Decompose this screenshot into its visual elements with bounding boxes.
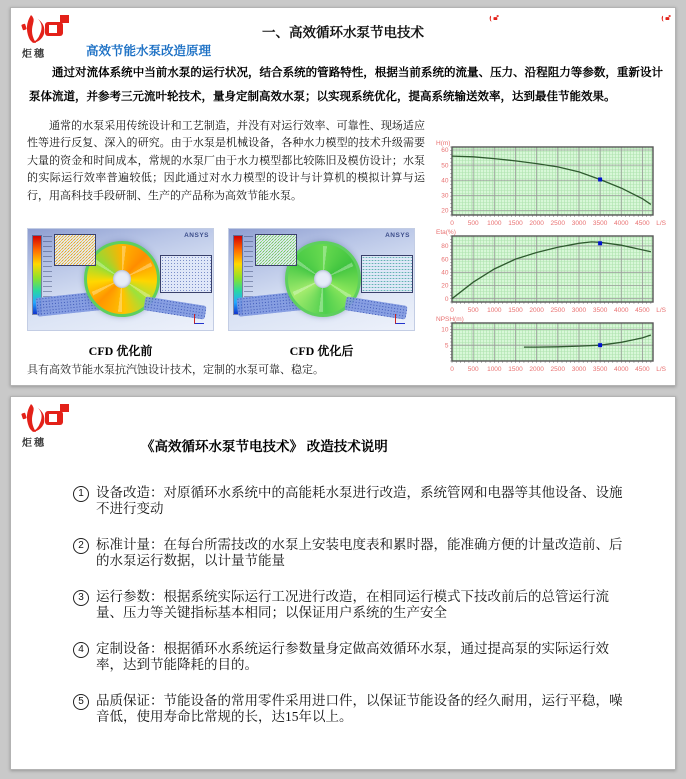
item-number: 4 [73, 642, 89, 658]
item-number: 5 [73, 694, 89, 710]
svg-text:1000: 1000 [487, 366, 502, 373]
item-number: 1 [73, 486, 89, 502]
svg-text:4000: 4000 [614, 307, 629, 314]
cfd-inset-zoom [255, 234, 297, 266]
slide1-title: 一、高效循环水泵节电技术 [262, 25, 424, 40]
cfd-axis-triad-icon [194, 314, 204, 324]
svg-text:1500: 1500 [508, 366, 523, 373]
item-text: 设备改造：对原循环水系统中的高能耗水泵进行改造，系统管网和电器等其他设备、设施不进行变动 [96, 485, 623, 517]
svg-text:5: 5 [444, 342, 449, 350]
cfd-inset-zoom [361, 255, 413, 293]
list-item [73, 485, 635, 518]
item-text: 标准计量：在每台所需技改的水泵上安装电度表和累时器，能准确方便的计量改造前、后的水泵运行数据，以计量节能量 [96, 536, 623, 569]
svg-text:1000: 1000 [487, 220, 502, 227]
cfd-images-row [27, 228, 415, 331]
flame-logo-icon [19, 402, 71, 436]
list-item [73, 641, 635, 674]
slide1-subtitle: 高效节能水泵改造原理 [86, 44, 212, 58]
svg-text:2000: 2000 [529, 366, 544, 373]
svg-text:3000: 3000 [571, 220, 587, 227]
svg-text:4500: 4500 [635, 220, 650, 227]
svg-text:40: 40 [441, 177, 449, 185]
list-item [73, 589, 635, 622]
item-text: 定制设备：根据循环水系统运行参数量身定做高效循环水泵，通过提高泵的实际运行效率，达到节能降耗的目的。 [96, 640, 609, 673]
item-number: 2 [73, 538, 89, 554]
notes-list [73, 485, 635, 745]
svg-text:0: 0 [450, 366, 454, 373]
svg-text:2500: 2500 [550, 220, 566, 227]
svg-text:2500: 2500 [550, 366, 566, 373]
svg-text:0: 0 [450, 220, 454, 227]
list-item [73, 537, 635, 570]
svg-text:60: 60 [441, 147, 449, 155]
svg-text:Eta(%): Eta(%) [436, 229, 456, 236]
svg-text:500: 500 [467, 366, 479, 373]
svg-text:2000: 2000 [529, 220, 544, 227]
svg-text:0: 0 [444, 295, 449, 303]
pump-curves-panel [435, 139, 667, 373]
svg-text:NPSH(m): NPSH(m) [436, 316, 464, 323]
svg-text:60: 60 [441, 256, 449, 264]
slide-retrofit-notes [10, 396, 676, 770]
cfd-after-caption: CFD 优化后 [289, 344, 354, 358]
svg-text:0: 0 [450, 307, 454, 314]
svg-text:L/S: L/S [656, 307, 666, 314]
company-logo [19, 402, 77, 449]
list-item [73, 693, 635, 726]
cfd-image-after [228, 228, 415, 331]
slide2-title: 《高效循环水泵节电技术》 改造技术说明 [141, 439, 388, 454]
svg-text:3000: 3000 [571, 366, 587, 373]
svg-text:1500: 1500 [508, 220, 523, 227]
cfd-image-before [27, 228, 214, 331]
svg-text:L/S: L/S [656, 220, 666, 227]
cfd-captions [27, 342, 415, 359]
svg-text:30: 30 [441, 192, 449, 200]
npsh-curve-chart [435, 315, 667, 373]
svg-text:50: 50 [441, 162, 449, 170]
svg-text:3500: 3500 [592, 307, 608, 314]
svg-text:2500: 2500 [550, 307, 566, 314]
efficiency-curve-chart [435, 228, 667, 314]
svg-text:500: 500 [467, 307, 479, 314]
ansys-watermark: ANSYS [385, 232, 410, 239]
svg-text:20: 20 [441, 207, 449, 215]
item-text: 品质保证：节能设备的常用零件采用进口件，以保证节能设备的经久耐用，运行平稳，噪音低，使用寿命比常规的长，达15年以上。 [96, 692, 623, 725]
svg-text:4500: 4500 [635, 366, 650, 373]
svg-text:4000: 4000 [614, 366, 629, 373]
svg-text:1000: 1000 [487, 307, 502, 314]
cfd-inset-zoom [160, 255, 212, 293]
svg-text:1500: 1500 [508, 307, 523, 314]
slide-pump-principle [10, 7, 676, 386]
cfd-axis-triad-icon [395, 314, 405, 324]
cfd-inset-zoom [54, 234, 96, 266]
logo-text: 炬穗 [22, 49, 46, 60]
svg-text:3500: 3500 [592, 220, 608, 227]
cfd-before-caption: CFD 优化前 [88, 344, 153, 358]
body-paragraph: 通常的水泵采用传统设计和工艺制造，并没有对运行效率、可靠性、现场适应性等进行反复、深入的研究。由于水泵是机械设备，各种水力模型的技术升级需要大量的资金和时间成本，常规的水泵厂由于水力模型都比较陈旧及模仿设计；水泵的实际运行效率普遍较低；因此通过对水力模型的设计与计算机的模拟计算与运行，用高科技手段研制、生产的产品称为高效节能水泵。 [27, 120, 425, 202]
svg-text:L/S: L/S [656, 366, 666, 373]
svg-text:4500: 4500 [635, 307, 650, 314]
svg-text:500: 500 [467, 220, 479, 227]
ansys-watermark: ANSYS [184, 232, 209, 239]
svg-text:2000: 2000 [529, 307, 544, 314]
item-number: 3 [73, 590, 89, 606]
svg-text:20: 20 [441, 282, 449, 290]
svg-text:3500: 3500 [592, 366, 608, 373]
item-text: 运行参数：根据系统实际运行工况进行改造，在相同运行模式下技改前后的总管运行流量、压力等关键指标基本相同；以保证用户系统的生产安全 [96, 588, 609, 621]
logo-text: 炬穗 [22, 438, 46, 449]
svg-text:80: 80 [441, 243, 449, 251]
intro-paragraph: 通过对流体系统中当前水泵的运行状况，结合系统的管路特性，根据当前系统的流量、压力、沿程阻力等参数，重新设计泵体流道，并参考三元流叶轮技术，量身定制高效水泵；以实现系统优化，提高系统输送效率，达到最佳节能效果。 [29, 67, 663, 104]
svg-text:40: 40 [441, 269, 449, 277]
svg-text:10: 10 [441, 326, 449, 334]
svg-text:3000: 3000 [571, 307, 587, 314]
svg-text:H(m): H(m) [436, 140, 451, 147]
svg-text:4000: 4000 [614, 220, 629, 227]
footer-note: 具有高效节能水泵抗汽蚀设计技术，定制的水泵可靠、稳定。 [27, 364, 324, 376]
head-curve-chart [435, 139, 667, 227]
